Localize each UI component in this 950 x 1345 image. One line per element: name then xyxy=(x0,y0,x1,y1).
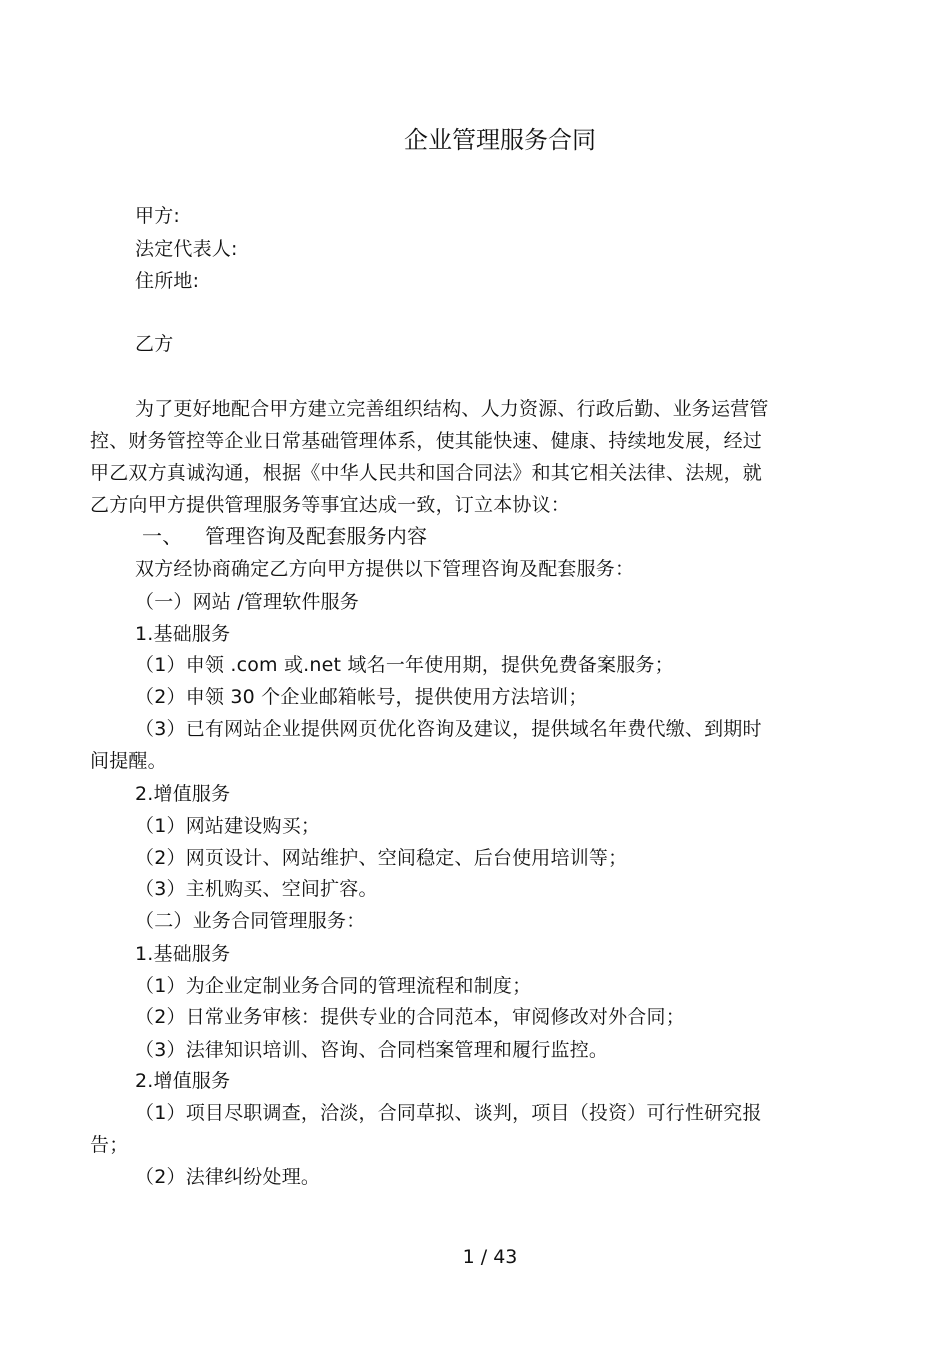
section-heading: 管理咨询及配套服务内容 xyxy=(205,524,428,548)
document-title: 企业管理服务合同 xyxy=(404,126,596,154)
list-item: （1）申领 .com 或.net 域名一年使用期，提供免费备案服务； xyxy=(135,654,674,676)
legal-representative-label: 法定代表人: xyxy=(135,238,238,260)
item-title: 1.基础服务 xyxy=(135,623,231,645)
section-number: 一、 xyxy=(142,524,183,548)
party-b-label: 乙方 xyxy=(135,333,174,355)
item-title: 1.基础服务 xyxy=(135,943,231,965)
item-title: 2.增值服务 xyxy=(135,783,231,805)
party-a-label: 甲方: xyxy=(135,205,181,227)
intro-line: 为了更好地配合甲方建立完善组织结构、人力资源、行政后勤、业务运营管 xyxy=(135,398,769,420)
list-item: （1）为企业定制业务合同的管理流程和制度； xyxy=(135,975,532,997)
list-item: （2）日常业务审核：提供专业的合同范本，审阅修改对外合同； xyxy=(135,1006,685,1028)
subsection-heading: （二）业务合同管理服务： xyxy=(135,910,366,932)
item-title: 2.增值服务 xyxy=(135,1070,231,1092)
intro-line: 控、财务管控等企业日常基础管理体系，使其能快速、健康、持续地发展，经过 xyxy=(90,430,763,452)
subsection-heading: （一）网站 /管理软件服务 xyxy=(135,591,360,613)
page-number: 1 / 43 xyxy=(462,1246,518,1268)
intro-line: 乙方向甲方提供管理服务等事宜达成一致，订立本协议： xyxy=(90,494,571,516)
list-item: （1）网站建设购买； xyxy=(135,815,321,837)
list-item: （3）法律知识培训、咨询、合同档案管理和履行监控。 xyxy=(135,1039,609,1061)
address-label: 住所地: xyxy=(135,270,200,292)
list-item: （2）法律纠纷处理。 xyxy=(135,1166,321,1188)
intro-line: 甲乙双方真诚沟通，根据《中华人民共和国合同法》和其它相关法律、法规，就 xyxy=(90,462,763,484)
section-lead: 双方经协商确定乙方向甲方提供以下管理咨询及配套服务： xyxy=(135,558,635,580)
list-item: （3）主机购买、空间扩容。 xyxy=(135,878,378,900)
list-item: （2）申领 30 个企业邮箱帐号，提供使用方法培训； xyxy=(135,686,588,708)
list-item-continuation: 间提醒。 xyxy=(90,750,167,772)
list-item: （2）网页设计、网站维护、空间稳定、后台使用培训等； xyxy=(135,847,628,869)
list-item: （1）项目尽职调查，洽淡，合同草拟、谈判，项目（投资）可行性研究报 xyxy=(135,1102,762,1124)
list-item-continuation: 告； xyxy=(90,1134,129,1156)
list-item: （3）已有网站企业提供网页优化咨询及建议，提供域名年费代缴、到期时 xyxy=(135,718,762,740)
